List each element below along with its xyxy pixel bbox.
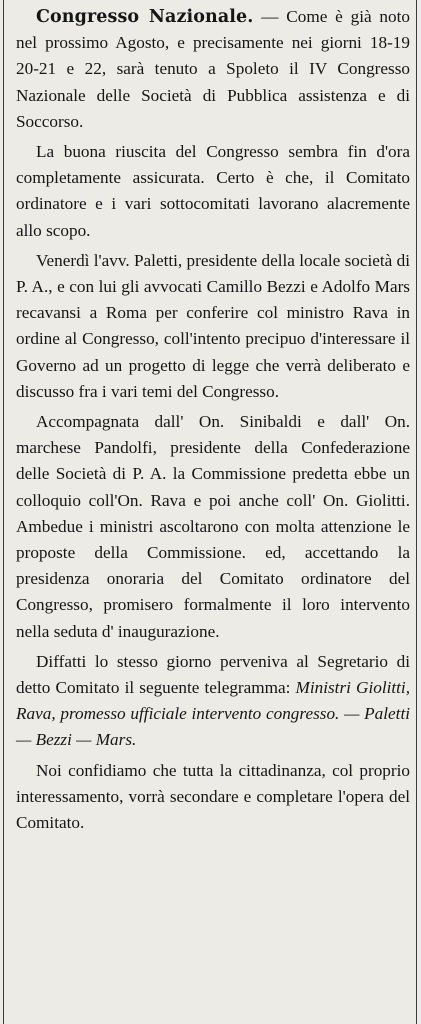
paragraph-2: La buona riuscita del Congresso sembra fin d'ora completamente assicurata. Certo è che, il Comitato ordinatore e i vari sottocomitati lavorano alacremente allo scopo. [16, 142, 410, 240]
intro-text: — Come è già noto nel prossimo Agosto, e precisamente nei giorni 18-19 20-21 e 22, sarà tenuto a Spoleto il IV Congresso Nazionale delle Società di Pubblica assistenza e di Soccorso. [16, 7, 410, 131]
article-title: Congresso Nazionale. [36, 7, 254, 27]
telegram-text: Ministri Giolitti, Rava, promesso ufficiale intervento congresso. — Paletti — Bezzi — Mars. [16, 678, 410, 750]
paragraph-6: Noi confidiamo che tutta la cittadinanza, col proprio interessamento, vorrà secondare e completare l'opera del Comitato. [16, 760, 410, 833]
news-article [16, 4, 410, 840]
paragraph-5 [16, 649, 410, 754]
paragraph-intro [16, 4, 410, 135]
paragraph-3: Venerdì l'avv. Paletti, presidente della locale società di P. A., e con lui gli avvocati Camillo Bezzi e Adolfo Mars recavansi a Roma per conferire col ministro Rava in ordine al Congresso, coll'intento precipuo d'interessare il Governo ad un progetto di legge che verrà deliberato e discusso fra i vari temi del Congresso. [16, 250, 410, 401]
column-rule-right [416, 0, 417, 1024]
paragraph-4: Accompagnata dall' On. Sinibaldi e dall' On. marchese Pandolfi, presidente della Confederazione delle Società di P. A. la Commissione predetta ebbe un colloquio coll'On. Rava e poi anche coll' On. Giolitti. Ambedue i ministri ascoltarono con molta attenzione le proposte della Commissione. ed, accettando la presidenza onoraria del Comitato ordinatore del Congresso, promisero formalmente il loro intervento nella seduta d' inaugurazione. [16, 412, 410, 641]
telegram-lead: Diffatti lo stesso giorno perveniva al Segretario di detto Comitato il seguente telegramma: [16, 651, 410, 698]
column-rule-left [3, 0, 4, 1024]
